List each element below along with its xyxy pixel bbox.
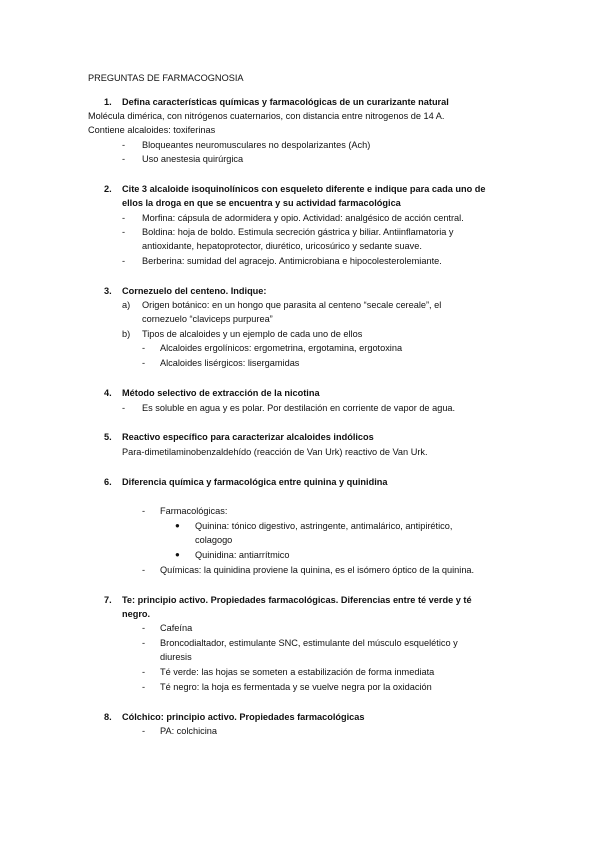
q4-list-item: Es soluble en agua y es polar. Por destilación en corriente de vapor de agua.: [142, 403, 456, 413]
q3-item-a: Origen botánico: en un hongo que parasita al centeno “secale cereale”, el: [142, 300, 442, 310]
q1-heading: Defina características químicas y farmacológicas de un curarizante natural: [122, 97, 449, 107]
q7-list-item: Broncodialtador, estimulante SNC, estimulante del músculo esquelético y: [160, 638, 458, 648]
q6-heading: Diferencia química y farmacológica entre quinina y quinidina: [122, 477, 388, 487]
q6-bullet-item: Quinidina: antiarrítmico: [195, 550, 290, 560]
q2-list-item: Boldina: hoja de boldo. Estimula secreción gástrica y biliar. Antiinflamatoria y: [142, 227, 454, 237]
dash-marker: -: [122, 403, 126, 413]
q2-list-item-continued: antioxidante, hepatoprotector, diurético, uricosúrico y sedante suave.: [142, 241, 422, 251]
q3-heading: Cornezuelo del centeno. Indique:: [122, 286, 267, 296]
q6-bullet-item: Quinina: tónico digestivo, astringente, antimalárico, antipirético,: [195, 521, 453, 531]
document-title: PREGUNTAS DE FARMACOGNOSIA: [88, 73, 244, 83]
dash-marker: -: [122, 213, 126, 223]
q1-list-item: Uso anestesia quirúrgica: [142, 154, 244, 164]
q7-list-item: Cafeína: [160, 623, 193, 633]
bullet-marker: ●: [175, 521, 180, 530]
dash-marker: -: [122, 140, 126, 150]
q5-text-line: Para-dimetilaminobenzaldehído (reacción de Van Urk) reactivo de Van Urk.: [122, 447, 428, 457]
q7-list-item: Té verde: las hojas se someten a estabilización de forma inmediata: [160, 667, 435, 677]
q5-heading: Reactivo específico para caracterizar alcaloides indólicos: [122, 432, 374, 442]
q4-heading: Método selectivo de extracción de la nicotina: [122, 388, 320, 398]
bullet-marker: ●: [175, 550, 180, 559]
q7-list-item-continued: diuresis: [160, 652, 192, 662]
q1-list-item: Bloqueantes neuromusculares no despolarizantes (Ach): [142, 140, 371, 150]
q6-bullet-item-continued: colagogo: [195, 535, 233, 545]
q7-heading: negro.: [122, 609, 151, 619]
dash-marker: -: [122, 154, 126, 164]
dash-marker: -: [142, 343, 146, 353]
q1-text-line: Contiene alcaloides: toxiferinas: [88, 125, 216, 135]
dash-marker: -: [142, 565, 146, 575]
q2-list-item: Berberina: sumidad del agracejo. Antimicrobiana e hipocolesterolemiante.: [142, 256, 442, 266]
q8-list-item: PA: colchicina: [160, 726, 218, 736]
q6-number: 6.: [104, 477, 112, 487]
q6-farm-label: Farmacológicas:: [160, 506, 228, 516]
q2-heading: Cite 3 alcaloide isoquinolínicos con esqueleto diferente e indique para cada uno de: [122, 184, 486, 194]
dash-marker: -: [122, 227, 126, 237]
q2-heading: ellos la droga en que se encuentra y su actividad farmacológica: [122, 198, 401, 208]
q6-quim-item: Químicas: la quinidina proviene la quinina, es el isómero óptico de la quinina.: [160, 565, 475, 575]
q8-heading: Cólchico: principio activo. Propiedades farmacológicas: [122, 712, 365, 722]
q7-list-item: Té negro: la hoja es fermentada y se vuelve negra por la oxidación: [160, 682, 432, 692]
q3-item-b: Tipos de alcaloides y un ejemplo de cada uno de ellos: [142, 329, 363, 339]
q1-text-line: Molécula dimérica, con nitrógenos cuaternarios, con distancia entre nitrogenos de 14 A.: [88, 111, 445, 121]
q7-heading: Te: principio activo. Propiedades farmacológicas. Diferencias entre té verde y té: [122, 595, 472, 605]
q2-list-item: Morfina: cápsula de adormidera y opio. Actividad: analgésico de acción central.: [142, 213, 464, 223]
q7-number: 7.: [104, 595, 112, 605]
dash-marker: -: [142, 623, 146, 633]
q2-number: 2.: [104, 184, 112, 194]
q4-number: 4.: [104, 388, 112, 398]
q3-sub-item: Alcaloides lisérgicos: lisergamidas: [160, 358, 300, 368]
q5-number: 5.: [104, 432, 112, 442]
dash-marker: -: [142, 682, 146, 692]
q3-number: 3.: [104, 286, 112, 296]
dash-marker: -: [142, 667, 146, 677]
dash-marker: -: [142, 726, 146, 736]
dash-marker: -: [142, 506, 146, 516]
q3-item-a-continued: cornezuelo “claviceps purpurea”: [142, 314, 273, 324]
dash-marker: -: [122, 256, 126, 266]
dash-marker: -: [142, 358, 146, 368]
q3-item-b-label: b): [122, 329, 131, 339]
dash-marker: -: [142, 638, 146, 648]
q3-sub-item: Alcaloides ergolínicos: ergometrina, ergotamina, ergotoxina: [160, 343, 403, 353]
q8-number: 8.: [104, 712, 112, 722]
q1-number: 1.: [104, 97, 112, 107]
q3-item-a-label: a): [122, 300, 131, 310]
